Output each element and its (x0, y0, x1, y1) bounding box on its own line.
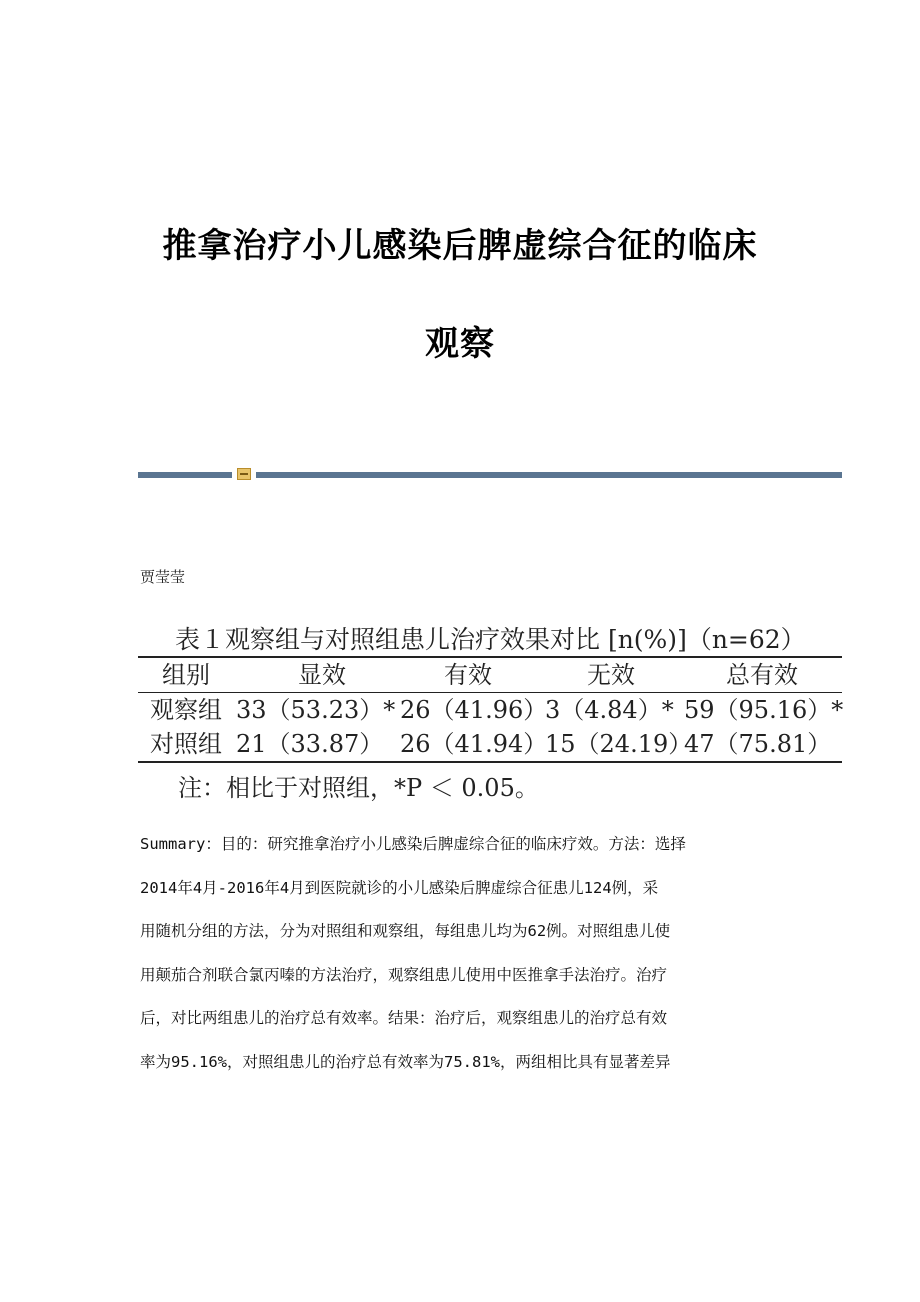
table-cell: 47（75.81） (684, 730, 832, 758)
table-header-cell: 有效 (444, 661, 492, 689)
table-cell: 26（41.96） (400, 696, 548, 724)
table-cell: 26（41.94） (400, 730, 548, 758)
divider-emblem-icon (237, 468, 251, 480)
table-cell: 59（95.16）* (684, 696, 844, 724)
title-divider (138, 471, 842, 479)
table-row (138, 727, 842, 761)
table-note: 注：相比于对照组，*P ＜ 0.05。 (178, 774, 539, 802)
table-cell: 观察组 (150, 696, 222, 724)
table-header-cell: 显效 (298, 661, 346, 689)
table-caption: 表１观察组与对照组患儿治疗效果对比 [n(%)]（n=62） (175, 625, 806, 654)
table-cell: 对照组 (150, 730, 222, 758)
table-cell: 21（33.87） (236, 730, 384, 758)
summary-line: 率为95.16%，对照组患儿的治疗总有效率为75.81%，两组相比具有显著差异 (140, 1052, 671, 1071)
table-cell: 15（24.19） (545, 730, 693, 758)
divider-bar-left (138, 472, 232, 478)
table-cell: 3（4.84）* (545, 696, 674, 724)
summary-line: 后，对比两组患儿的治疗总有效率。结果：治疗后，观察组患儿的治疗总有效 (140, 1009, 668, 1028)
summary-line: 2014年4月-2016年4月到医院就诊的小儿感染后脾虚综合征患儿124例，采 (140, 878, 659, 897)
summary-line: Summary：目的：研究推拿治疗小儿感染后脾虚综合征的临床疗效。方法：选择 (140, 835, 686, 853)
document-title-line-1: 推拿治疗小儿感染后脾虚综合征的临床 (162, 226, 758, 266)
table-header-cell: 总有效 (726, 661, 798, 689)
summary-line: 用颠茄合剂联合氯丙嗪的方法治疗，观察组患儿使用中医推拿手法治疗。治疗 (140, 965, 668, 984)
table-row (138, 693, 842, 727)
table-cell: 33（53.23）* (236, 696, 396, 724)
author-name: 贾莹莹 (140, 568, 186, 586)
divider-bar-right (256, 472, 842, 478)
document-title-line-2: 观察 (425, 324, 495, 364)
summary-paragraph (140, 826, 780, 1088)
table-header-row (138, 658, 842, 693)
summary-line: 用随机分组的方法，分为对照组和观察组，每组患儿均为62例。对照组患儿使 (140, 922, 671, 941)
results-table (138, 656, 842, 763)
table-header-cell: 组别 (162, 661, 210, 689)
table-header-cell: 无效 (587, 661, 635, 689)
